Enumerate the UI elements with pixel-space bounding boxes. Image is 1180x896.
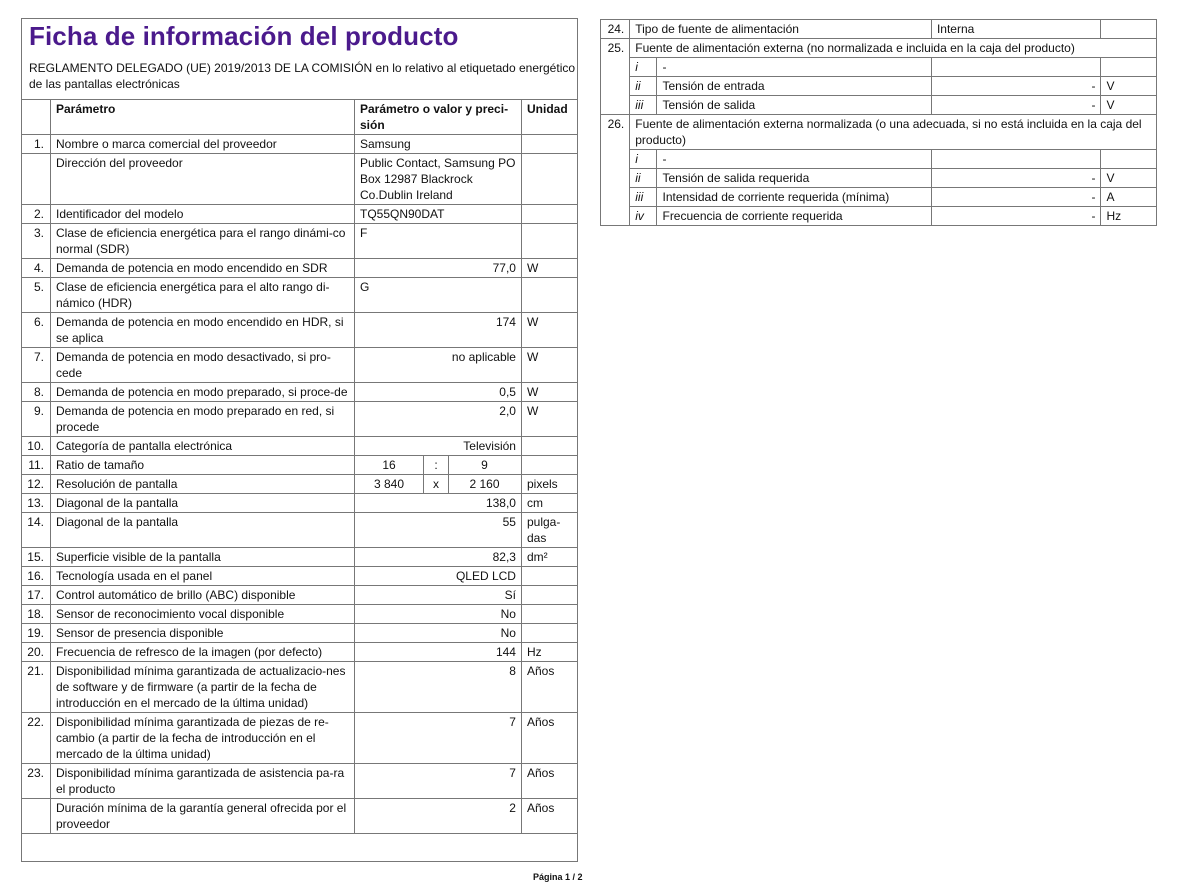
row-number: 5. <box>22 278 51 313</box>
row-value: No <box>355 605 522 624</box>
row-number: 3. <box>22 224 51 259</box>
row-unit: cm <box>521 494 577 513</box>
sub-roman: iii <box>630 188 657 207</box>
sub-label: Tensión de salida requerida <box>657 169 931 188</box>
row-number: 6. <box>22 313 51 348</box>
sub-row <box>601 188 1157 207</box>
row-number: 22. <box>22 713 51 764</box>
table-row <box>22 224 578 259</box>
sub-row <box>601 207 1157 226</box>
sub-label: Tensión de salida <box>657 96 931 115</box>
value-b: 2 160 <box>469 477 500 491</box>
row-number: 23. <box>22 764 51 799</box>
row-parameter: Sensor de presencia disponible <box>50 624 354 643</box>
row-value: 2,0 <box>355 402 522 437</box>
row-number <box>22 799 51 834</box>
row-number: 4. <box>22 259 51 278</box>
row-number: 1. <box>22 135 51 154</box>
row-value: TQ55QN90DAT <box>355 205 522 224</box>
table-row <box>22 313 578 348</box>
split-values <box>355 456 521 474</box>
table-row <box>22 154 578 205</box>
sub-unit: V <box>1101 96 1157 115</box>
row-value: 144 <box>355 643 522 662</box>
row-value: 55 <box>355 513 522 548</box>
table-row <box>601 39 1157 58</box>
row-value: No <box>355 624 522 643</box>
sub-label: Tensión de entrada <box>657 77 931 96</box>
row-parameter: Control automático de brillo (ABC) disponible <box>50 586 354 605</box>
value-b: 9 <box>481 458 488 472</box>
row-unit: Años <box>521 662 577 713</box>
row-value-split <box>355 456 522 475</box>
value-separator: x <box>423 475 449 493</box>
sub-value: - <box>931 169 1101 188</box>
parameters-body <box>22 135 578 834</box>
table-row <box>22 402 578 437</box>
row-parameter: Tecnología usada en el panel <box>50 567 354 586</box>
row-number: 26. <box>601 115 630 226</box>
sub-roman: ii <box>630 77 657 96</box>
row-unit: W <box>521 313 577 348</box>
row-unit <box>521 567 577 586</box>
sub-row <box>601 169 1157 188</box>
header-num <box>22 100 51 135</box>
row-value: Samsung <box>355 135 522 154</box>
row-value: 8 <box>355 662 522 713</box>
table-row <box>22 643 578 662</box>
table-row <box>22 205 578 224</box>
sub-roman: ii <box>630 169 657 188</box>
row-parameter: Diagonal de la pantalla <box>50 494 354 513</box>
row-value: Interna <box>931 20 1101 39</box>
value-a: 16 <box>382 458 396 472</box>
row-unit <box>521 456 577 475</box>
row-unit: pixels <box>521 475 577 494</box>
row-parameter: Disponibilidad mínima garantizada de piezas de re-cambio (a partir de la fecha de introducción en el mercado de la última unidad) <box>50 713 354 764</box>
sub-row <box>601 77 1157 96</box>
row-unit <box>521 205 577 224</box>
value-a: 3 840 <box>373 477 405 491</box>
row-unit <box>521 224 577 259</box>
sub-value <box>931 150 1101 169</box>
sub-unit <box>1101 150 1157 169</box>
row-number: 17. <box>22 586 51 605</box>
row-unit: W <box>521 348 577 383</box>
table-row <box>22 475 578 494</box>
header-value: Parámetro o valor y preci-sión <box>355 100 522 135</box>
row-parameter: Superficie visible de la pantalla <box>50 548 354 567</box>
group-label: Fuente de alimentación externa (no normalizada e incluida en la caja del producto) <box>630 39 1157 58</box>
row-unit: Años <box>521 799 577 834</box>
row-unit <box>521 135 577 154</box>
split-values <box>355 475 521 493</box>
page-number: Página 1 / 2 <box>533 872 583 882</box>
sub-unit <box>1101 58 1157 77</box>
sub-value <box>931 58 1101 77</box>
header-param: Parámetro <box>50 100 354 135</box>
row-parameter: Demanda de potencia en modo encendido en HDR, si se aplica <box>50 313 354 348</box>
row-value: 138,0 <box>355 494 522 513</box>
row-parameter: Nombre o marca comercial del proveedor <box>50 135 354 154</box>
table-row <box>22 624 578 643</box>
table-row <box>22 259 578 278</box>
row-unit: pulga-das <box>521 513 577 548</box>
row-value: 174 <box>355 313 522 348</box>
sub-label: - <box>657 58 931 77</box>
row-unit <box>521 605 577 624</box>
table-row <box>601 115 1157 150</box>
row-unit: dm² <box>521 548 577 567</box>
table-row <box>22 567 578 586</box>
row-number: 24. <box>601 20 630 39</box>
row-value-split <box>355 475 522 494</box>
table-row <box>22 662 578 713</box>
row-unit <box>521 437 577 456</box>
row-parameter: Frecuencia de refresco de la imagen (por defecto) <box>50 643 354 662</box>
table-row <box>22 278 578 313</box>
row-number: 18. <box>22 605 51 624</box>
row-unit: W <box>521 402 577 437</box>
sub-unit: A <box>1101 188 1157 207</box>
table-header-row <box>22 100 578 135</box>
row-number: 9. <box>22 402 51 437</box>
row-unit <box>1101 20 1157 39</box>
row-number: 11. <box>22 456 51 475</box>
row-number: 20. <box>22 643 51 662</box>
row-value: 0,5 <box>355 383 522 402</box>
row-unit: Años <box>521 764 577 799</box>
sub-roman: iii <box>630 96 657 115</box>
row-number: 7. <box>22 348 51 383</box>
row-number: 10. <box>22 437 51 456</box>
row-number: 14. <box>22 513 51 548</box>
row-label: Tipo de fuente de alimentación <box>630 20 932 39</box>
row-unit <box>521 154 577 205</box>
table-row <box>22 135 578 154</box>
row-number: 15. <box>22 548 51 567</box>
sub-roman: i <box>630 150 657 169</box>
sub-value: - <box>931 96 1101 115</box>
row-number: 16. <box>22 567 51 586</box>
row-parameter: Disponibilidad mínima garantizada de actualizacio-nes de software y de firmware (a partir de la fecha de introducción en el mercado de la última unidad) <box>50 662 354 713</box>
power-supply-table <box>600 19 1157 226</box>
row-parameter: Demanda de potencia en modo encendido en SDR <box>50 259 354 278</box>
row-value: Televisión <box>355 437 522 456</box>
row-number: 12. <box>22 475 51 494</box>
table-row <box>22 764 578 799</box>
table-row <box>22 548 578 567</box>
row-parameter: Clase de eficiencia energética para el rango dinámi-co normal (SDR) <box>50 224 354 259</box>
row-parameter: Dirección del proveedor <box>50 154 354 205</box>
table-row <box>22 437 578 456</box>
sub-unit: V <box>1101 169 1157 188</box>
table-row <box>22 383 578 402</box>
table-row <box>22 586 578 605</box>
header-unit: Unidad <box>521 100 577 135</box>
row-number: 25. <box>601 39 630 115</box>
row-value: QLED LCD <box>355 567 522 586</box>
row-value: 77,0 <box>355 259 522 278</box>
left-panel <box>21 18 578 862</box>
table-row <box>22 513 578 548</box>
table-row <box>601 20 1157 39</box>
row-number: 19. <box>22 624 51 643</box>
regulation-subtitle: REGLAMENTO DELEGADO (UE) 2019/2013 DE LA COMISIÓN en lo relativo al etiquetado energético de las pantallas electrónicas <box>29 61 576 91</box>
sub-roman: iv <box>630 207 657 226</box>
row-parameter: Categoría de pantalla electrónica <box>50 437 354 456</box>
row-unit: W <box>521 383 577 402</box>
group-label: Fuente de alimentación externa normalizada (o una adecuada, si no está incluida en la caja del producto) <box>630 115 1157 150</box>
row-parameter: Disponibilidad mínima garantizada de asistencia pa-ra el producto <box>50 764 354 799</box>
power-supply-body <box>601 20 1157 226</box>
row-unit <box>521 586 577 605</box>
row-value: 7 <box>355 764 522 799</box>
row-unit: Hz <box>521 643 577 662</box>
row-value: 7 <box>355 713 522 764</box>
table-row <box>22 494 578 513</box>
table-row <box>22 605 578 624</box>
row-number: 8. <box>22 383 51 402</box>
sub-value: - <box>931 77 1101 96</box>
row-value: no aplicable <box>355 348 522 383</box>
value-separator: : <box>423 456 449 474</box>
row-value: 82,3 <box>355 548 522 567</box>
row-value: F <box>355 224 522 259</box>
row-parameter: Demanda de potencia en modo preparado en red, si procede <box>50 402 354 437</box>
table-row <box>22 799 578 834</box>
row-value: Sí <box>355 586 522 605</box>
row-parameter: Duración mínima de la garantía general ofrecida por el proveedor <box>50 799 354 834</box>
sub-unit: Hz <box>1101 207 1157 226</box>
sub-value: - <box>931 207 1101 226</box>
row-parameter: Clase de eficiencia energética para el alto rango di-námico (HDR) <box>50 278 354 313</box>
row-unit: Años <box>521 713 577 764</box>
row-number: 13. <box>22 494 51 513</box>
row-unit <box>521 278 577 313</box>
sub-row <box>601 96 1157 115</box>
row-parameter: Diagonal de la pantalla <box>50 513 354 548</box>
row-unit: W <box>521 259 577 278</box>
page-title: Ficha de información del producto <box>29 21 459 51</box>
sub-row <box>601 150 1157 169</box>
sub-label: Frecuencia de corriente requerida <box>657 207 931 226</box>
row-parameter: Demanda de potencia en modo preparado, si proce-de <box>50 383 354 402</box>
sub-label: - <box>657 150 931 169</box>
sub-label: Intensidad de corriente requerida (mínima) <box>657 188 931 207</box>
row-number: 21. <box>22 662 51 713</box>
row-value: Public Contact, Samsung PO Box 12987 Blackrock Co.Dublin Ireland <box>355 154 522 205</box>
row-unit <box>521 624 577 643</box>
row-parameter: Identificador del modelo <box>50 205 354 224</box>
row-parameter: Resolución de pantalla <box>50 475 354 494</box>
row-number: 2. <box>22 205 51 224</box>
row-number <box>22 154 51 205</box>
table-row <box>22 713 578 764</box>
row-value: 2 <box>355 799 522 834</box>
row-parameter: Ratio de tamaño <box>50 456 354 475</box>
parameters-table <box>21 99 578 834</box>
table-row <box>22 456 578 475</box>
sub-row <box>601 58 1157 77</box>
sub-roman: i <box>630 58 657 77</box>
row-value: G <box>355 278 522 313</box>
table-row <box>22 348 578 383</box>
row-parameter: Sensor de reconocimiento vocal disponible <box>50 605 354 624</box>
sub-unit: V <box>1101 77 1157 96</box>
sub-value: - <box>931 188 1101 207</box>
row-parameter: Demanda de potencia en modo desactivado, si pro-cede <box>50 348 354 383</box>
